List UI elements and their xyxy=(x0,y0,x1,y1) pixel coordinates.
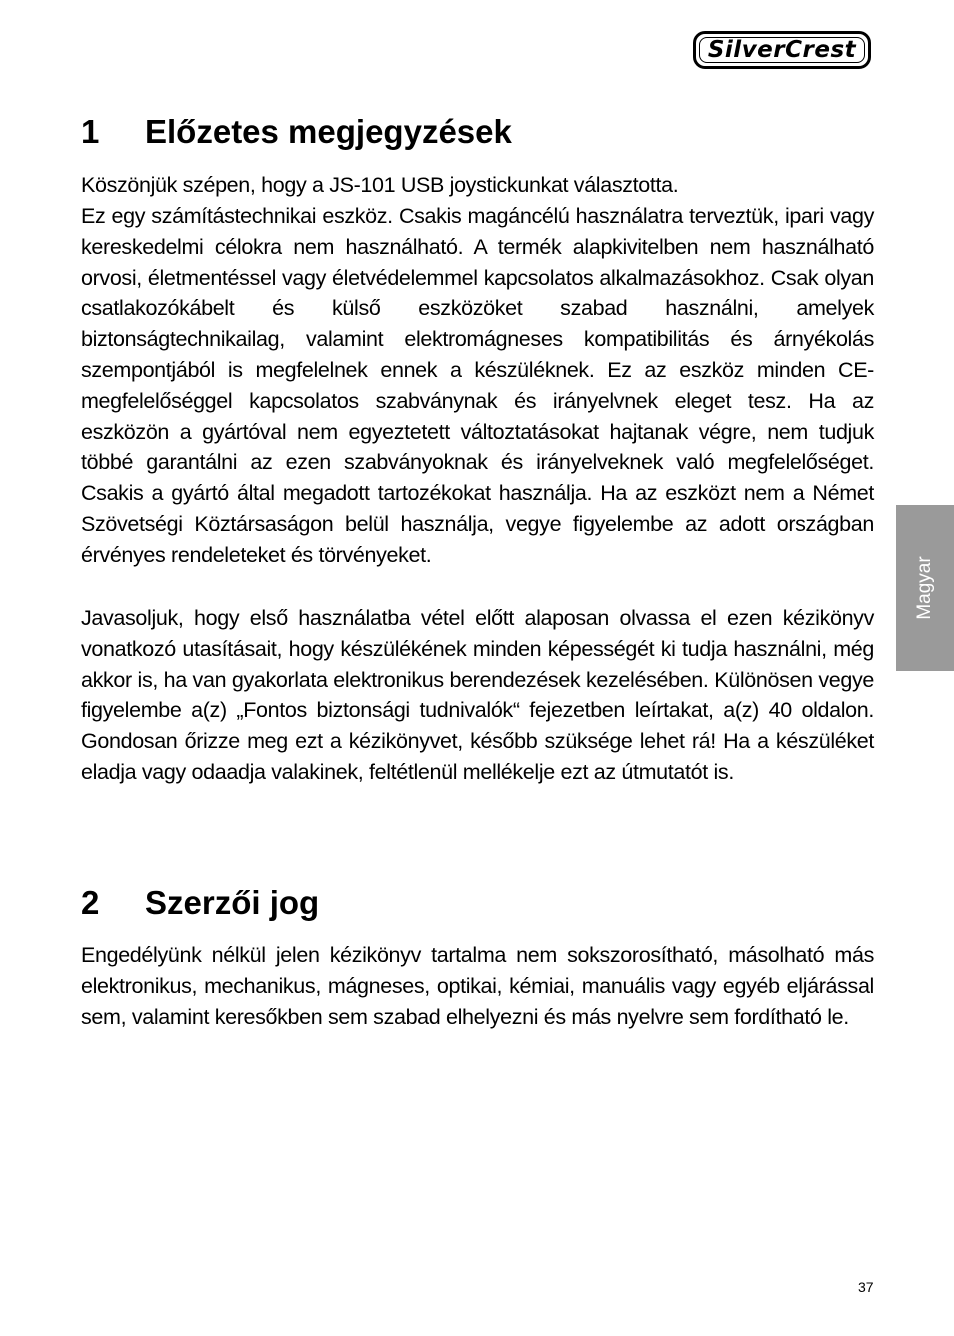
section-1-paragraph-3: Javasoljuk, hogy első használatba vétel előtt alaposan olvassa el ezen kézikönyv vonatkozó utasításait, hogy készülékének minden képességét ki tudja használni, még akkor is, ha van gyakorlata elektronikus berendezések kezelésében. Különösen vegye figyelembe a(z) „Fontos biztonsági tudnivalók“ fejezetben leírtakat, a(z) 40 oldalon. Gondosan őrizze meg ezt a kézikönyvet, később szüksége lehet rá! Ha a készüléket eladja vagy odaadja valakinek, feltétlenül mellékelje ezt az útmutatót is. xyxy=(81,606,874,784)
language-side-tab-label: Magyar xyxy=(914,556,935,620)
language-side-tab xyxy=(896,505,954,671)
silvercrest-logo xyxy=(693,31,871,69)
section-2-number: 2 xyxy=(81,884,100,921)
section-1-title: Előzetes megjegyzések xyxy=(145,113,512,150)
page-number: 37 xyxy=(858,1279,874,1295)
section-2-title: Szerzői jog xyxy=(145,884,320,921)
section-1-heading xyxy=(81,112,512,152)
section-2-paragraph-1: Engedélyünk nélkül jelen kézikönyv tartalma nem sokszorosítható, másolható más elektronikus, mechanikus, mágneses, optikai, kémiai, manuális vagy egyéb eljárással sem, valamint keresőkben sem szabad elhelyezni és más nyelvre sem fordítható le. xyxy=(81,943,874,1029)
section-1-number: 1 xyxy=(81,113,100,150)
section-1-paragraph-1: Köszönjük szépen, hogy a JS-101 USB joystickunkat választotta. xyxy=(81,173,679,197)
section-1-paragraph-2: Ez egy számítástechnikai eszköz. Csakis magáncélú használatra terveztük, ipari vagy kereskedelmi célokra nem használható. A termék alapkivitelben nem használható orvosi, életmentéssel vagy életvédelemmel kapcsolatos alkalmazásokhoz. Csak olyan csatlakozókábelt és külső eszközöket szabad használni, amelyek biztonságtechnikailag, valamint elektromágneses kompatibilitás és árnyékolás szempontjából is megfelelnek ennek a készüléknek. Ez az eszköz minden CE-megfelelőséggel kapcsolatos szabványnak és irányelvnek eleget tesz. Ha az eszközön a gyártóval nem egyeztetett változtatásokat hajtanak végre, nem tudjuk többé garantálni az ezen szabványoknak és irányelveknek való megfelelőséget. Csakis a gyártó által megadott tartozékokat használja. Ha az eszközt nem a Német Szövetségi Köztársaságon belül használja, vegye figyelembe az adott országban érvényes rendeleteket és törvényeket. xyxy=(81,204,874,567)
logo-text: SilverCrest xyxy=(707,36,857,63)
section-2-heading xyxy=(81,883,319,923)
